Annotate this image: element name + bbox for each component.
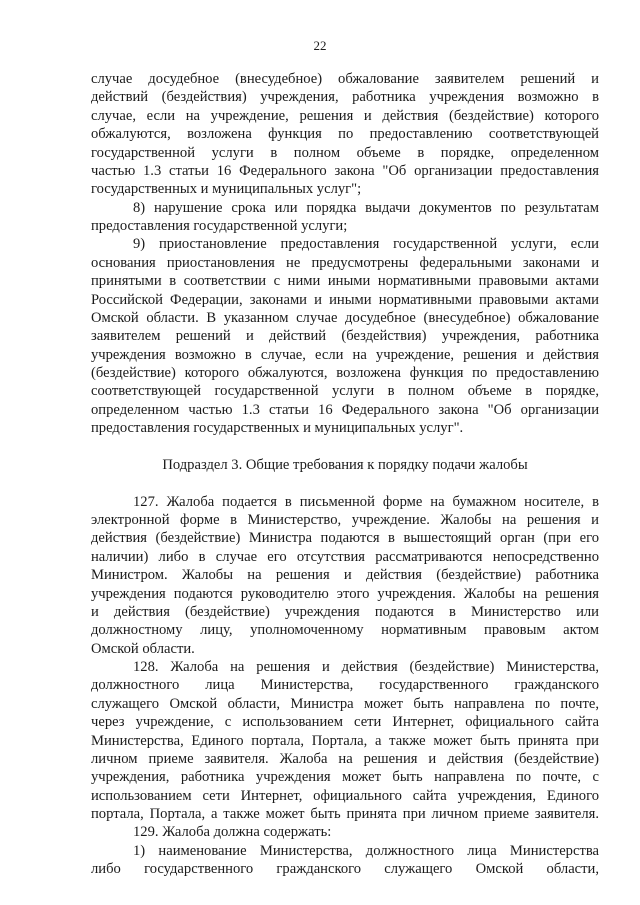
- paragraph-line: определенном частью 1.3 статьи 16 Федерального закона "Об организации: [91, 401, 599, 418]
- paragraph-line: должностного лица Министерства, государственного гражданского: [91, 677, 599, 694]
- section-heading: Подраздел 3. Общие требования к порядку подачи жалобы: [162, 456, 528, 473]
- paragraph-line: основания приостановления не предусмотрены федеральными законами и: [91, 254, 599, 271]
- paragraph-line: государственных и муниципальных услуг";: [91, 181, 362, 198]
- paragraph-line: электронной форме в Министерство, учреждение. Жалобы на решения и: [91, 512, 599, 528]
- paragraph-line: учреждения, работника учреждения может быть направлена по почте, с: [91, 769, 599, 786]
- paragraph-line: 127. Жалоба подается в письменной форме на бумажном носителе, в: [133, 493, 599, 510]
- paragraph-line: и действия (бездействие) учреждения подаются в Министерство или: [91, 603, 599, 620]
- paragraph-line: служащего Омской области, Министра может быть направлена по почте,: [91, 695, 599, 712]
- paragraph-line: 1) наименование Министерства, должностного лица Министерства: [133, 842, 599, 859]
- paragraph-line: должностному лицу, уполномоченному нормативным правовым актом: [91, 622, 599, 639]
- paragraph-line: учреждения возможно в случае, если на учреждение, решения и действия: [91, 346, 599, 363]
- paragraph-line: принятыми в соответствии с ними иными нормативными правовыми актами: [91, 273, 599, 290]
- paragraph-line: наличии) либо в случае его отсутствия рассматриваются непосредственно: [91, 548, 599, 565]
- paragraph-line: 8) нарушение срока или порядка выдачи документов по результатам: [133, 199, 599, 216]
- paragraph-line: либо государственного гражданского служащего Омской области,: [91, 861, 599, 878]
- paragraph-line: случае досудебное (внесудебное) обжалование заявителем решений и: [91, 71, 599, 87]
- paragraph-line: частью 1.3 статьи 16 Федерального закона "Об организации предоставления: [91, 162, 599, 179]
- paragraph-line: Министерства, Единого портала, Портала, а также может быть принята при: [91, 732, 599, 749]
- paragraph-line: через учреждение, с использованием сети Интернет, официального сайта: [91, 714, 599, 731]
- paragraph-line: 128. Жалоба на решения и действия (бездействие) Министерства,: [133, 659, 599, 675]
- paragraph-line: портала, Портала, а также может быть принята при личном приеме заявителя.: [91, 806, 599, 822]
- page-number: 22: [313, 38, 327, 53]
- paragraph-line: Омской области.: [91, 640, 195, 657]
- paragraph-line: действия (бездействие) Министра подаются в вышестоящий орган (при его: [91, 530, 599, 547]
- paragraph-line: Министром. Жалобы на решения и действия (бездействие) работника: [91, 567, 599, 584]
- paragraph-line: заявителем решений и действий (бездействия) учреждения, работника: [91, 328, 599, 345]
- paragraph-line: государственной услуги в полном объеме в порядке, определенном: [91, 144, 599, 161]
- paragraph-line: использованием сети Интернет, официального сайта учреждения, Единого: [91, 787, 599, 804]
- document-body: [91, 70, 599, 879]
- paragraph-line: 129. Жалоба должна содержать:: [133, 824, 332, 841]
- paragraph-line: личном приеме заявителя. Жалоба на решения и действия (бездействие): [91, 750, 599, 767]
- blank-line: [91, 474, 599, 492]
- blank-line: [91, 438, 599, 456]
- paragraph-line: 9) приостановление предоставления государственной услуги, если: [133, 236, 599, 253]
- paragraph-line: предоставления государственных и муниципальных услуг".: [91, 420, 464, 437]
- paragraph-line: случае, если на учреждение, решения и действия (бездействие) которого: [91, 107, 599, 124]
- paragraph-line: (бездействие) которого обжалуются, возложена функция по предоставлению: [91, 365, 599, 381]
- paragraph-line: Российской Федерации, законами и иными нормативными правовыми актами: [91, 291, 599, 308]
- paragraph-line: Омской области. В указанном случае досудебное (внесудебное) обжалование: [91, 309, 599, 326]
- paragraph-line: соответствующей государственной услуги в полном объеме в порядке,: [91, 383, 599, 400]
- paragraph-line: обжалуются, возложена функция по предоставлению соответствующей: [91, 126, 599, 143]
- paragraph-line: действий (бездействия) учреждения, работника учреждения возможно в: [91, 89, 599, 106]
- paragraph-line: учреждения подаются руководителю этого учреждения. Жалобы на решения: [91, 585, 599, 602]
- paragraph-line: предоставления государственной услуги;: [91, 218, 348, 234]
